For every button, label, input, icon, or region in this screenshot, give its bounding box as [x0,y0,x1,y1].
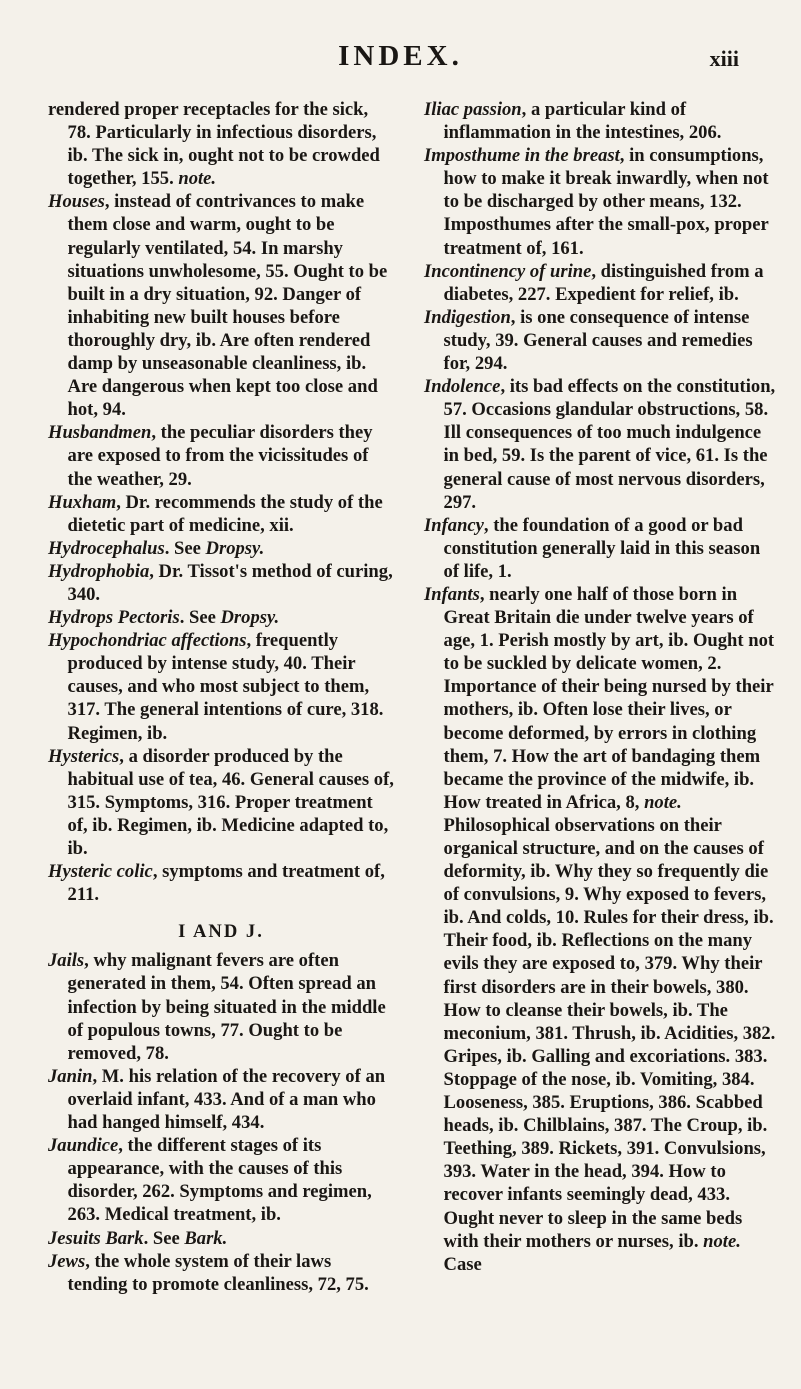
section-heading: I AND J. [178,921,264,943]
entry-text: , instead of contrivances to make them close and warm, ought to be regularly ventilated, 54. In marshy situations unwholesome, 55. Ought to be built in a dry situation, 92. Danger of inhabiting new built houses before thoroughly dry, ib. Are often rendered damp by unseasonable cleanliness, ib. Are dangerous when kept too close and hot, 94. [67,191,388,421]
entry-text: , nearly one half of those born in Great Britain die under twelve years of age, 1. Perish mostly by art, ib. Ought not to be suckled by delicate women, 2. Importance of their being nursed by their mothers, ib. Often lose their lives, or become deformed, by errors in clothing them, 7. How the art of bandaging them became the province of the midwife, ib. How treated in Africa, 8, [443,583,775,813]
entry-note: note. [703,1230,741,1252]
entry-headword: Infancy [424,514,484,536]
entry-text: , in consumptions, how to make it break inwardly, when not to be discharged by other means, 132. Imposthumes after the small-pox, proper treatment of, 161. [443,145,769,259]
index-entry [424,98,780,144]
entry-text: Case [443,1253,482,1275]
entry-text: Philosophical observations on their organical structure, and on the causes of deformity, ib. Why they so frequently die of convulsions, 9. Why exposed to fevers, ib. And colds, 10. Rules for their dress, ib. Their food, ib. Reflections on the many evils they are exposed to, 379. Why their first disorders are in their bowels, 380. How to cleanse their bowels, ib. The meconium, 381. Thrush, ib. Acidities, 382. Gripes, ib. Galling and excoriations. 383. Stoppage of the nose, ib. Vomiting, 384. Looseness, 385. Eruptions, 386. Scabbed heads, ib. Chilblains, 387. The Croup, ib. Teething, 389. Rickets, 391. Convulsions, 393. Water in the head, 394. How to recover infants seemingly dead, 433. Ought never to sleep in the same beds with their mothers or nurses, ib. [443,814,776,1252]
index-entry [48,860,394,906]
index-entry [48,1134,394,1226]
entry-note: Bark. [184,1227,228,1249]
index-entry [48,606,394,629]
entry-headword: Huxham [48,491,117,513]
entry-note: note. [178,168,217,190]
entry-text: , Dr. recommends the study of the dietetic part of medicine, xii. [67,491,383,536]
entry-headword: Jews [48,1250,86,1272]
index-entry [48,537,394,560]
entry-text: , is one consequence of intense study, 39. General causes and remedies for, 294. [443,306,753,375]
entry-text: , distinguished from a diabetes, 227. Expedient for relief, ib. [443,260,764,305]
entry-headword: Jails [48,950,85,972]
index-entry [48,491,394,537]
index-entry [48,745,394,860]
entry-headword: Hydrocephalus [48,537,165,559]
index-entry [424,144,780,259]
index-entry [48,949,394,1064]
index-entry [48,629,394,744]
index-entry [48,1250,394,1296]
entry-headword: Hydrophobia [48,560,150,582]
entry-headword: Jaundice [48,1135,119,1157]
index-entry [48,1065,394,1134]
entry-note: Dropsy. [220,607,280,629]
entry-text: . See [143,1227,185,1249]
index-entry [48,1227,394,1250]
entry-text: . See [179,607,221,629]
left-column [48,98,394,1296]
index-entry [48,560,394,606]
entry-headword: Houses [48,191,105,213]
entry-text: , frequently produced by intense study, 40. Their causes, and who most subject to them, 317. The general intentions of cure, 318. Regimen, ib. [67,630,384,744]
right-column [424,98,780,1276]
entry-text: , symptoms and treatment of, 211. [67,861,385,906]
index-entry [48,98,394,190]
entry-text: , the foundation of a good or bad constitution generally laid in this season of life, 1. [443,514,761,582]
entry-headword: Infants [424,583,480,605]
entry-headword: Iliac passion [424,99,522,120]
entry-text: , Dr. Tissot's method of curing, 340. [67,560,393,605]
entry-headword: Hypochondriac affections [48,630,247,652]
entry-note: note. [644,791,682,813]
entry-headword: Indigestion [424,306,511,328]
page-header [0,40,801,80]
index-entry [424,375,780,514]
index-entry [424,306,780,375]
index-entry [424,260,780,306]
entry-headword: Hydrops Pectoris [48,607,180,629]
index-entry [48,190,394,421]
entry-headword: Indolence [424,376,501,398]
entry-text: , a particular kind of inflammation in the intestines, 206. [443,99,722,144]
entry-headword: Hysterics [48,745,120,767]
entry-text: , why malignant fevers are often generated in them, 54. Often spread an infection by being situated in the middle of populous towns, 77. Ought to be removed, 78. [67,950,386,1064]
running-title: INDEX. [338,40,463,72]
entry-text: , the different stages of its appearance, with the causes of this disorder, 262. Symptoms and regimen, 263. Medical treatment, ib. [67,1135,372,1226]
entry-text: rendered proper receptacles for the sick, 78. Particularly in infectious disorders, ib. The sick in, ought not to be crowded together, 155. [48,99,380,190]
entry-text: . See [164,537,206,559]
entry-headword: Husbandmen [48,422,152,444]
entry-headword: Incontinency of urine [424,260,592,282]
entry-headword: Janin [48,1065,93,1087]
entry-text: , its bad effects on the constitution, 57. Occasions glandular obstructions, 58. Ill consequences of too much indulgence in bed, 59. Is the parent of vice, 61. Is the general cause of most nervous disorders, 297. [443,376,776,513]
page-number: xiii [709,46,739,71]
entry-note: Dropsy. [205,537,265,559]
entry-text: , a disorder produced by the habitual use of tea, 46. General causes of, 315. Symptoms, 316. Proper treatment of, ib. Regimen, ib. Medicine adapted to, ib. [67,745,394,859]
index-entry [424,583,780,1276]
entry-text: , the whole system of their laws tending to promote cleanliness, 72, 75. [67,1250,369,1295]
entry-headword: Jesuits Bark [48,1227,144,1249]
entry-headword: Imposthume in the breast [424,145,620,167]
entry-headword: Hysteric colic [48,861,153,883]
index-entry [48,421,394,490]
entry-text: , M. his relation of the recovery of an overlaid infant, 433. And of a man who had hanged himself, 434. [67,1065,386,1134]
index-entry [424,514,780,583]
entry-text: , the peculiar disorders they are exposed to from the vicissitudes of the weather, 29. [67,422,373,490]
